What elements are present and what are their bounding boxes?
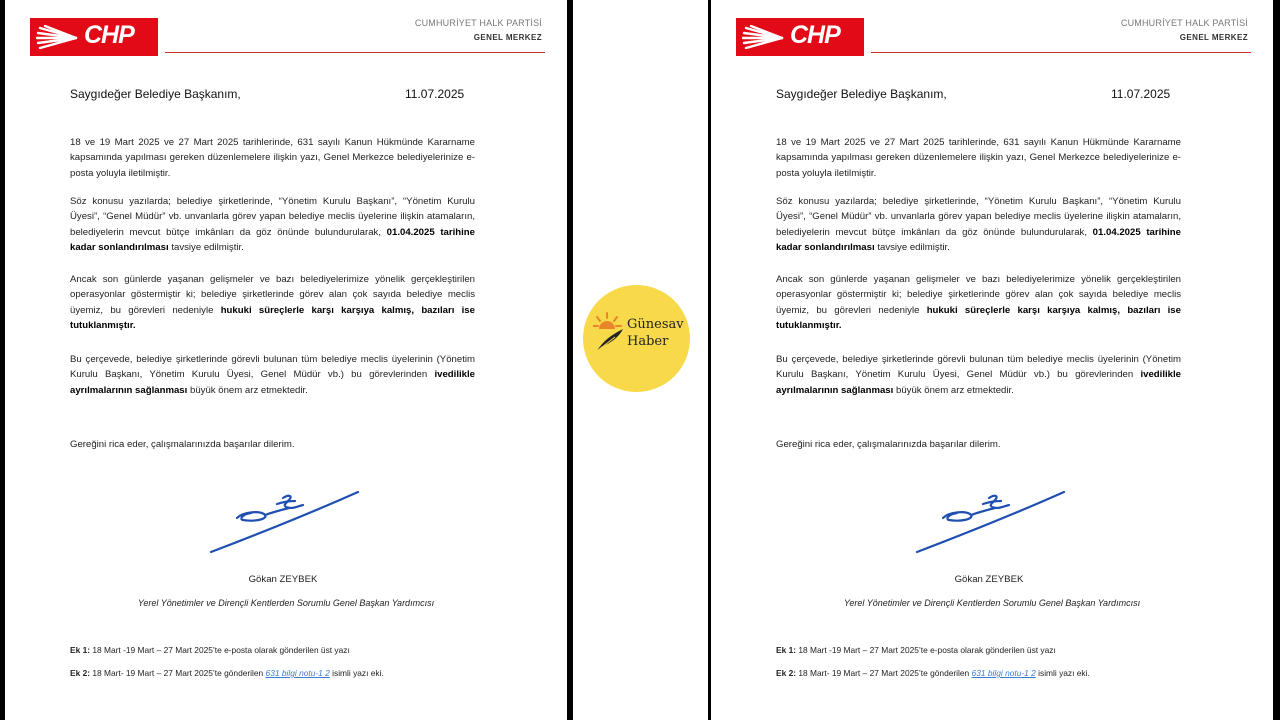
- party-name: CUMHURİYET HALK PARTİSİ: [1120, 18, 1248, 28]
- paragraph-1: 18 ve 19 Mart 2025 ve 27 Mart 2025 tarihlerinde, 631 sayılı Kanun Hükmünde Kararname kapsamında yapılması gereken düzenlemelere ilişkin yazı, Genel Merkezce belediyelerinize e-posta yoluyla iletilmiştir.: [70, 137, 475, 179]
- handwritten-signature: [203, 488, 363, 558]
- party-subtitle: GENEL MERKEZ: [1179, 33, 1248, 42]
- paragraph-2: Söz konusu yazılarda; belediye şirketlerinde, “Yönetim Kurulu Başkanı”, “Yönetim Kurulu Üyesi”, “Genel Müdür” vb. unvanlarla görev yapan belediye meclis üyelerine ilişkin atamaların, belediyelerin mevcut bütçe imkânları da göz önünde bulundurularak, 01.04.2025 tarihine kadar sonlandırılması tavsiye edilmiştir.: [70, 196, 475, 254]
- party-subtitle: GENEL MERKEZ: [473, 33, 542, 42]
- document-page-left: [5, 0, 567, 720]
- paragraph-4: Bu çerçevede, belediye şirketlerinde görevli bulunan tüm belediye meclis üyelerinin (Yönetim Kurulu Başkanı, Yönetim Kurulu Üyesi, Genel Müdür vb.) bu görevlerinden ivedilikle ayrılmalarının sağlanması büyük önem arz etmektedir.: [776, 354, 1181, 396]
- party-name: CUMHURİYET HALK PARTİSİ: [414, 18, 542, 28]
- salutation: Saygıdeğer Belediye Başkanım,: [70, 87, 241, 101]
- chp-arrows-icon: [742, 25, 786, 49]
- gunesav-haber-badge: [583, 285, 690, 392]
- handwritten-signature: [909, 488, 1069, 558]
- letter-date: 11.07.2025: [1111, 87, 1171, 101]
- paragraph-2: Söz konusu yazılarda; belediye şirketlerinde, “Yönetim Kurulu Başkanı”, “Yönetim Kurulu Üyesi”, “Genel Müdür” vb. unvanlarla görev yapan belediye meclis üyelerine ilişkin atamaların, belediyelerin mevcut bütçe imkânları da göz önünde bulundurularak, 01.04.2025 tarihine kadar sonlandırılması tavsiye edilmiştir.: [776, 196, 1181, 254]
- attachment-link[interactable]: 631 bilgi notu-1 2: [265, 668, 330, 678]
- logo-text: CHP: [84, 21, 134, 49]
- salutation: Saygıdeğer Belediye Başkanım,: [776, 87, 947, 101]
- signer-role: Yerel Yönetimler ve Dirençli Kentlerden Sorumlu Genel Başkan Yardımcısı: [137, 598, 435, 608]
- letter-date: 11.07.2025: [405, 87, 465, 101]
- chp-logo: [30, 18, 158, 56]
- paragraph-4: Bu çerçevede, belediye şirketlerinde görevli bulunan tüm belediye meclis üyelerinin (Yönetim Kurulu Başkanı, Yönetim Kurulu Üyesi, Genel Müdür vb.) bu görevlerinden ivedilikle ayrılmalarının sağlanması büyük önem arz etmektedir.: [70, 354, 475, 396]
- badge-subtitle: Haber: [627, 334, 669, 349]
- signer-name: Gökan ZEYBEK: [954, 574, 1024, 585]
- attachment-1: Ek 1: 18 Mart -19 Mart – 27 Mart 2025’te e-posta olarak gönderilen üst yazı: [776, 645, 1056, 655]
- attachment-1: Ek 1: 18 Mart -19 Mart – 27 Mart 2025’te e-posta olarak gönderilen üst yazı: [70, 645, 350, 655]
- attachment-link[interactable]: 631 bilgi notu-1 2: [971, 668, 1036, 678]
- paragraph-5: Gereğini rica eder, çalışmalarınızda başarılar dilerim.: [776, 439, 1001, 450]
- badge-title: Günesav: [627, 317, 684, 332]
- signer-role: Yerel Yönetimler ve Dirençli Kentlerden Sorumlu Genel Başkan Yardımcısı: [843, 598, 1141, 608]
- attachment-2: Ek 2: 18 Mart- 19 Mart – 27 Mart 2025’te gönderilen 631 bilgi notu-1 2 isimli yazı eki.: [70, 668, 384, 678]
- chp-arrows-icon: [36, 25, 80, 49]
- attachment-2: Ek 2: 18 Mart- 19 Mart – 27 Mart 2025’te gönderilen 631 bilgi notu-1 2 isimli yazı eki.: [776, 668, 1090, 678]
- signer-name: Gökan ZEYBEK: [248, 574, 318, 585]
- chp-logo: [736, 18, 864, 56]
- header-rule: [165, 52, 545, 53]
- document-page-right: [711, 0, 1273, 720]
- paragraph-5: Gereğini rica eder, çalışmalarınızda başarılar dilerim.: [70, 439, 295, 450]
- paragraph-1: 18 ve 19 Mart 2025 ve 27 Mart 2025 tarihlerinde, 631 sayılı Kanun Hükmünde Kararname kapsamında yapılması gereken düzenlemelere ilişkin yazı, Genel Merkezce belediyelerinize e-posta yoluyla iletilmiştir.: [776, 137, 1181, 179]
- paragraph-3: Ancak son günlerde yaşanan gelişmeler ve bazı belediyelerimize yönelik gerçekleştirilen operasyonlar göstermiştir ki; belediye şirketlerinde görev alan çok sayıda belediye meclis üyemiz, bu görevleri nedeniyle hukuki süreçlerle karşı karşıya kalmış, bazıları ise tutuklanmıştır.: [776, 274, 1181, 332]
- header-rule: [871, 52, 1251, 53]
- paragraph-3: Ancak son günlerde yaşanan gelişmeler ve bazı belediyelerimize yönelik gerçekleştirilen operasyonlar göstermiştir ki; belediye şirketlerinde görev alan çok sayıda belediye meclis üyemiz, bu görevleri nedeniyle hukuki süreçlerle karşı karşıya kalmış, bazıları ise tutuklanmıştır.: [70, 274, 475, 332]
- logo-text: CHP: [790, 21, 840, 49]
- sun-quill-icon: [593, 311, 629, 355]
